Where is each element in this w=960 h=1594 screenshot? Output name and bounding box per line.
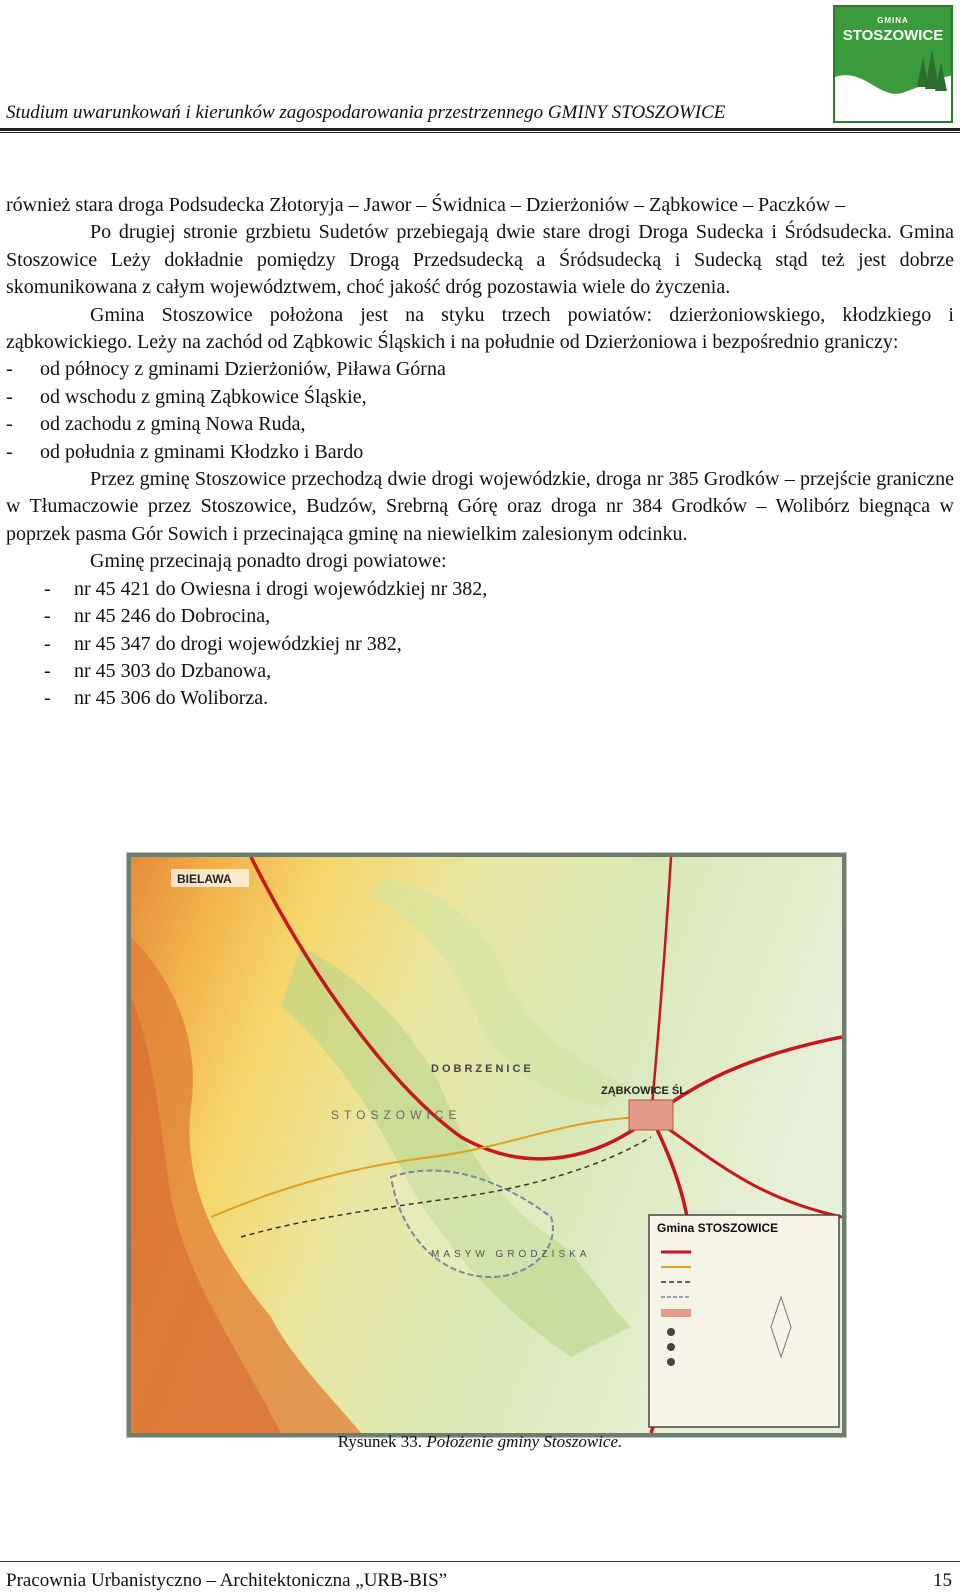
legend-symbol-3 xyxy=(667,1358,675,1366)
list-dash: - xyxy=(6,385,13,408)
list-dash: - xyxy=(6,358,13,381)
list-item xyxy=(6,384,954,411)
logo-small-text: GMINA xyxy=(877,16,909,25)
roads-list xyxy=(6,576,954,713)
figure-caption xyxy=(0,1432,960,1452)
list-item-text: nr 45 246 do Dobrocina, xyxy=(74,605,271,628)
gmina-logo xyxy=(833,5,953,123)
list-dash: - xyxy=(44,632,51,655)
page-number: 15 xyxy=(933,1570,952,1591)
map-label-masyw: MASYW GRODZISKA xyxy=(431,1249,591,1260)
list-item xyxy=(6,439,954,466)
header-rule-thin xyxy=(0,132,960,133)
list-item-text: od zachodu z gminą Nowa Ruda, xyxy=(40,413,306,436)
list-dash: - xyxy=(6,440,13,463)
list-item-text: od północy z gminami Dzierżoniów, Piława Górna xyxy=(40,358,446,381)
list-item xyxy=(6,411,954,438)
map-label-bielawa: BIELAWA xyxy=(177,872,232,886)
list-item-text: od wschodu z gminą Ząbkowice Śląskie, xyxy=(40,385,367,408)
legend-swatch-town xyxy=(661,1309,691,1317)
legend-title: Gmina STOSZOWICE xyxy=(657,1221,779,1235)
map-label-dobrzenice: DOBRZENICE xyxy=(431,1063,534,1075)
list-dash: - xyxy=(6,413,13,436)
paragraph-2: Po drugiej stronie grzbietu Sudetów przebiegają dwie stare drogi Droga Sudecka i Śródsudecka. Gmina Stoszowice Leży dokładnie pomiędzy Drogą Przedsudecką a Śródsudecką i Sudecką stąd też jest dobrze skomunikowana z całym województwem, choć jakość dróg pozostawia wiele do życzenia. xyxy=(6,221,954,299)
list-item-text: nr 45 306 do Woliborza. xyxy=(74,687,269,710)
legend-symbol-2 xyxy=(667,1343,675,1351)
caption-number: Rysunek 33. xyxy=(337,1432,423,1451)
list-item xyxy=(6,603,954,630)
list-item xyxy=(6,685,954,712)
document-header-title: Studium uwarunkowań i kierunków zagospodarowania przestrzennego GMINY STOSZOWICE xyxy=(6,102,726,123)
list-item-text: nr 45 303 do Dzbanowa, xyxy=(74,659,272,682)
caption-title: Położenie gminy Stoszowice. xyxy=(426,1432,623,1451)
borders-list xyxy=(6,356,954,466)
location-map-figure xyxy=(127,853,846,1437)
paragraph-5: Gminę przecinają ponadto drogi powiatowe: xyxy=(90,550,447,573)
map-label-zabkowice: ZĄBKOWICE ŚL. xyxy=(601,1085,689,1097)
paragraph-3: Gmina Stoszowice położona jest na styku trzech powiatów: dzierżoniowskiego, kłodzkiego i ząbkowickiego. Leży na zachód od Ząbkowic Śląskich i na południe od Dzierżoniowa i bezpośrednio graniczy: xyxy=(6,303,954,354)
list-item-text: nr 45 421 do Owiesna i drogi wojewódzkiej nr 382, xyxy=(74,577,488,600)
document-body xyxy=(6,192,954,713)
map-legend xyxy=(649,1215,839,1427)
list-item xyxy=(6,356,954,383)
location-map xyxy=(131,857,842,1433)
list-item-text: od południa z gminami Kłodzko i Bardo xyxy=(40,440,364,463)
logo-big-text: STOSZOWICE xyxy=(842,27,944,44)
footer-rule xyxy=(0,1561,960,1562)
list-dash: - xyxy=(44,659,51,682)
header-rule xyxy=(0,128,960,131)
map-label-stoszowice: STOSZOWICE xyxy=(331,1108,462,1122)
legend-symbol-1 xyxy=(667,1328,675,1336)
legend-box xyxy=(649,1215,839,1427)
town-block xyxy=(629,1100,673,1130)
list-item-text: nr 45 347 do drogi wojewódzkiej nr 382, xyxy=(74,632,402,655)
list-dash: - xyxy=(44,605,51,628)
paragraph-1: również stara droga Podsudecka Złotoryja – Jawor – Świdnica – Dzierżoniów – Ząbkowice – Paczków – xyxy=(6,194,846,216)
paragraph-4: Przez gminę Stoszowice przechodzą dwie drogi wojewódzkie, droga nr 385 Grodków – przejście graniczne w Tłumaczowie przez Stoszowice, Budzów, Srebrną Górę oraz droga nr 384 Grodków – Wolibórz biegnąca w poprzek pasma Gór Sowich i przecinająca gminę na niewielkim zalesionym odcinku. xyxy=(6,468,954,545)
list-dash: - xyxy=(44,687,51,710)
list-item xyxy=(6,631,954,658)
list-dash: - xyxy=(44,577,51,600)
list-item xyxy=(6,658,954,685)
list-item xyxy=(6,576,954,603)
footer-text: Pracownia Urbanistyczno – Architektoniczna „URB-BIS” xyxy=(6,1570,448,1591)
